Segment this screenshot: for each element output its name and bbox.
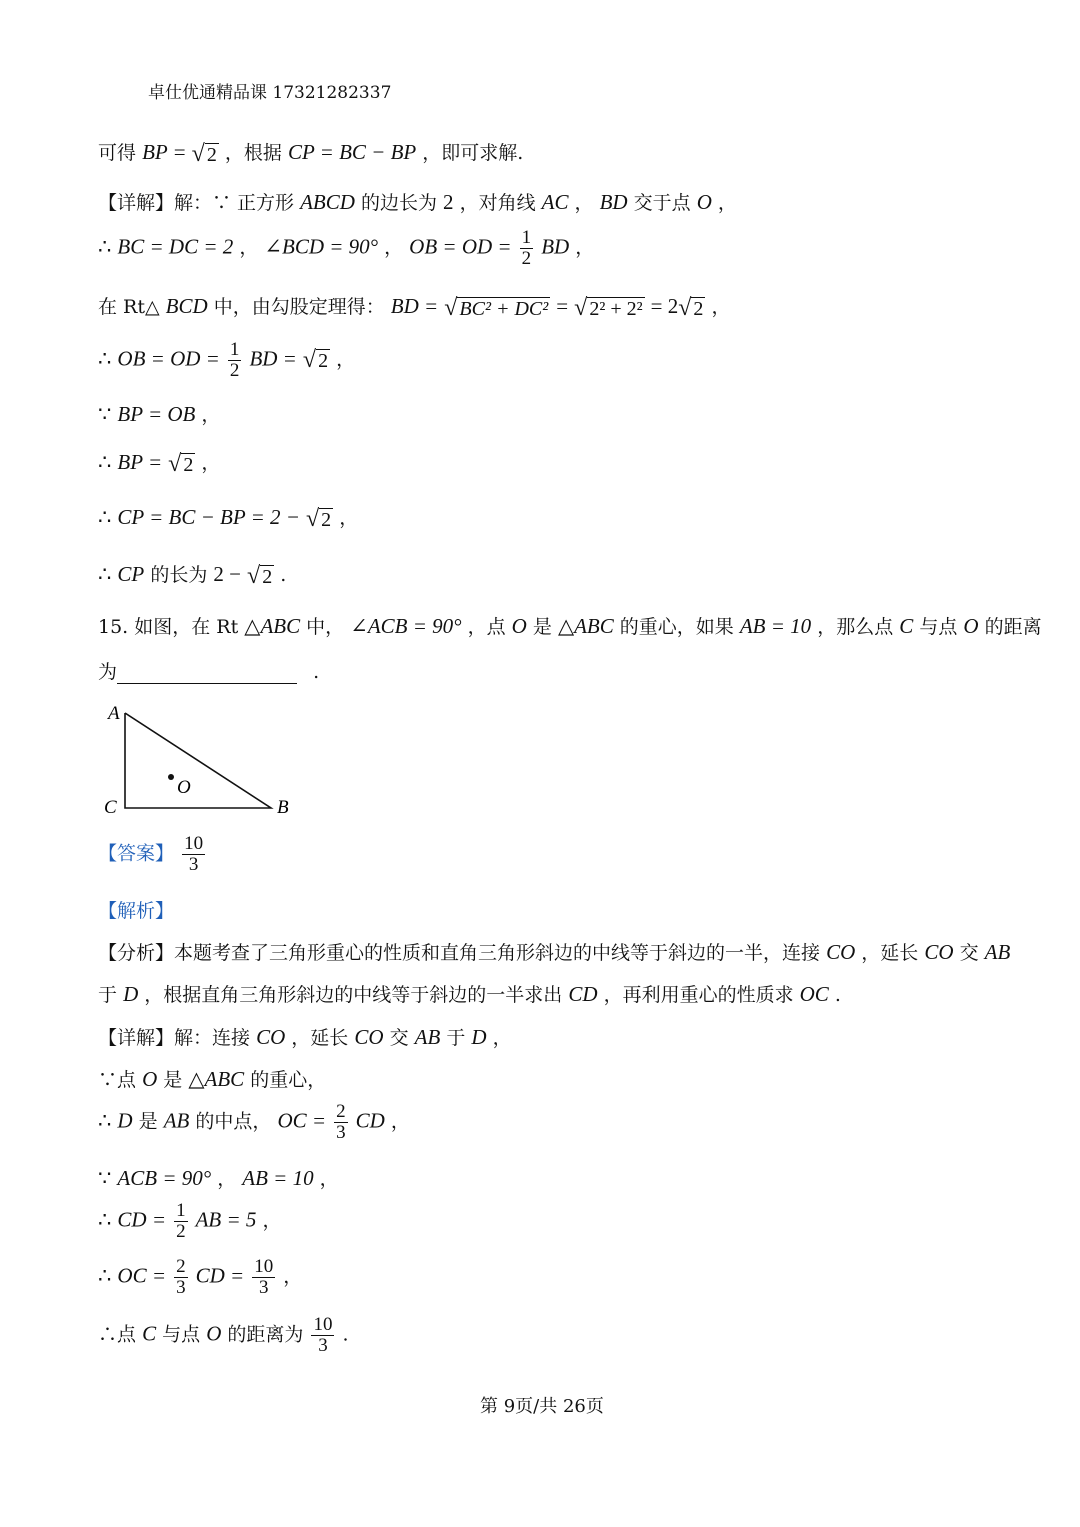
math: O [142, 1067, 158, 1091]
therefore-symbol: ∴ [98, 562, 112, 586]
therefore-symbol: ∴ [98, 1263, 112, 1288]
sqrt: √ 2 [168, 450, 194, 477]
math: CP = BC − BP [287, 140, 417, 164]
math: ACB = 90° [117, 1166, 212, 1190]
math: AB = 10 [739, 614, 812, 638]
math: = [556, 294, 569, 318]
vertex-label-c: C [104, 797, 117, 818]
fraction: $\frac{1}{2}$ [521, 227, 532, 269]
analysis-line-1 [98, 938, 1010, 965]
text: ， [575, 236, 595, 259]
math: BP = [117, 450, 163, 474]
math: CO [256, 1025, 286, 1049]
solution-line-8 [98, 503, 358, 533]
question-15-blank-line [98, 657, 319, 684]
text: . [280, 564, 287, 586]
math: D [471, 1025, 487, 1049]
math: △ABC [557, 614, 614, 638]
detail-line-7 [98, 1315, 349, 1356]
text: ，点 [467, 616, 506, 638]
text: 的中点， [195, 1110, 272, 1133]
analysis-line-2 [98, 980, 841, 1007]
math: AB [163, 1108, 190, 1133]
triangle-figure [98, 695, 308, 825]
math: O [206, 1321, 222, 1346]
text: 与点 [162, 1323, 201, 1346]
text: ， [711, 296, 731, 318]
text: ， [336, 348, 356, 371]
text: ，根据 [224, 142, 282, 164]
text: ，根据直角三角形斜边的中线等于斜边的一半求出 [144, 984, 563, 1006]
math: BD [541, 234, 570, 259]
math: = 2 [650, 294, 679, 318]
math: CD [355, 1108, 385, 1133]
text: ，再利用重心的性质求 [603, 984, 794, 1006]
triangle-abc [125, 713, 271, 808]
math: BCD [165, 294, 208, 318]
math: BD [599, 190, 628, 214]
text: 在 Rt△ [98, 296, 160, 318]
text: 的距离 [984, 616, 1042, 638]
math: AB [984, 940, 1011, 964]
math: AB [414, 1025, 441, 1049]
math: CD = [117, 1207, 167, 1232]
solution-line-4 [98, 292, 730, 322]
math: CD [568, 982, 598, 1006]
text: 于 [98, 984, 118, 1006]
text: ， [201, 404, 221, 426]
text: ， [339, 507, 359, 529]
math: C [142, 1321, 157, 1346]
page-header: 卓仕优通精品课 17321282337 [148, 83, 392, 103]
math: ∠ACB = 90° [350, 614, 462, 638]
math: O [963, 614, 979, 638]
text: ， [319, 1168, 339, 1190]
text: ∴点 [98, 1323, 137, 1346]
text: ， [239, 236, 259, 259]
sqrt: √ BC² + DC² [444, 294, 549, 321]
text: ， [201, 452, 221, 474]
text: 的边长为 [360, 192, 437, 214]
math: = [173, 140, 186, 164]
text: ，延长 [291, 1027, 349, 1049]
detail-line-3 [98, 1102, 410, 1143]
math: CD = [195, 1263, 245, 1288]
solution-line-3 [98, 228, 594, 269]
math: BD = [249, 346, 297, 371]
math: AB = 10 [242, 1166, 314, 1190]
math: D [117, 1108, 133, 1133]
text: ， [283, 1265, 303, 1288]
text: 与点 [919, 616, 958, 638]
point-label-o: O [177, 777, 191, 798]
math: BP = OB [117, 402, 196, 426]
text: 可得 [98, 142, 137, 164]
solution-line-9 [98, 560, 286, 590]
fraction: $\frac{10}{3}$ [313, 1314, 333, 1356]
math: D [123, 982, 139, 1006]
text: . [342, 1323, 349, 1346]
math: CP = BC − BP = 2 − [117, 505, 300, 529]
solution-line-6 [98, 400, 220, 427]
text: ， [574, 192, 594, 214]
text: 中，由勾股定理得： [213, 296, 385, 318]
sqrt: √ 2 [302, 346, 329, 373]
answer-blank [117, 665, 297, 684]
math: OC = [277, 1108, 327, 1133]
text: 【分析】本题考查了三角形重心的性质和直角三角形斜边的中线等于斜边的一半，连接 [98, 942, 821, 964]
text: 交 [959, 942, 979, 964]
math: CP [117, 562, 145, 586]
math: 2 − [213, 562, 241, 586]
text: 交 [389, 1027, 409, 1049]
text: 于 [446, 1027, 466, 1049]
text: . [834, 984, 841, 1006]
text: 【详解】解：∵ 正方形 [98, 192, 295, 214]
solution-line-7 [98, 448, 220, 478]
detail-line-2 [98, 1065, 326, 1092]
question-15 [98, 612, 1042, 639]
text: ， [390, 1110, 410, 1133]
math: AC [541, 190, 569, 214]
fraction: $\frac{1}{2}$ [176, 1200, 186, 1242]
text: ，即可求解. [422, 142, 524, 164]
math: CO [354, 1025, 384, 1049]
therefore-symbol: ∴ [98, 505, 112, 529]
centroid-point-o [168, 774, 174, 780]
text: 【详解】解：连接 [98, 1027, 251, 1049]
therefore-symbol: ∴ [98, 234, 112, 259]
math: OC = [117, 1263, 167, 1288]
sqrt: √ 2 [678, 294, 704, 321]
math: O [511, 614, 527, 638]
text: 是 [138, 1110, 158, 1133]
math: OC [799, 982, 829, 1006]
text: ， [492, 1027, 512, 1049]
answer-tag: 【答案】 [98, 842, 175, 865]
solution-line-1 [98, 138, 523, 168]
math: OB = OD = [117, 346, 220, 371]
because-symbol: ∵ [98, 402, 112, 426]
sqrt: √ 2 [247, 562, 273, 589]
text: ，那么点 [817, 616, 894, 638]
math: 2 [443, 190, 454, 214]
math: O [696, 190, 712, 214]
math: CO [924, 940, 954, 964]
text: 是 [163, 1069, 183, 1091]
text: 的重心，如果 [619, 616, 734, 638]
text: 交于点 [633, 192, 691, 214]
math: C [899, 614, 914, 638]
answer-fraction: $\frac{10}{3}$ [184, 833, 204, 875]
text: 的距离为 [227, 1323, 304, 1346]
detail-line-4 [98, 1164, 339, 1191]
therefore-symbol: ∴ [98, 1108, 112, 1133]
text: ，对角线 [459, 192, 536, 214]
therefore-symbol: ∴ [98, 346, 112, 371]
text: 是 [532, 616, 552, 638]
math: △ABC [244, 614, 301, 638]
analysis-tag: 【解析】 [98, 900, 175, 922]
fraction: $\frac{2}{3}$ [176, 1256, 186, 1298]
text: 为 [98, 661, 118, 683]
text: 的长为 [150, 564, 208, 586]
text: ， [217, 1168, 237, 1190]
fraction: $\frac{1}{2}$ [229, 339, 240, 381]
fraction: $\frac{10}{3}$ [254, 1256, 274, 1298]
sqrt: √ 2² + 2² [574, 294, 643, 321]
sqrt: √ 2 [305, 505, 332, 532]
math: ∠BCD = 90° [264, 234, 379, 259]
detail-line-5 [98, 1201, 282, 1242]
solution-line-5 [98, 340, 355, 381]
math: △ABC [188, 1067, 245, 1091]
therefore-symbol: ∴ [98, 1207, 112, 1232]
vertex-label-b: B [277, 797, 289, 818]
text: ，延长 [861, 942, 919, 964]
math: OB = OD = [409, 234, 512, 259]
detail-line-6 [98, 1257, 302, 1298]
vertex-label-a: A [108, 703, 120, 724]
text: 15. 如图，在 Rt [98, 616, 239, 638]
text: ， [717, 192, 737, 214]
text: 中， [306, 616, 345, 638]
math: BD = [390, 294, 439, 318]
page-footer: 第 9页/共 26页 [480, 1396, 604, 1417]
math: ABCD [300, 190, 355, 214]
math: AB = 5 [195, 1207, 257, 1232]
text: ∵点 [98, 1069, 137, 1091]
text: ， [384, 236, 404, 259]
text: . [313, 661, 320, 683]
therefore-symbol: ∴ [98, 450, 112, 474]
math: BP [142, 140, 168, 164]
because-symbol: ∵ [98, 1166, 112, 1190]
answer-line [98, 834, 207, 875]
math: BC = DC = 2 [117, 234, 234, 259]
math: CO [826, 940, 856, 964]
text: 的重心， [250, 1069, 327, 1091]
fraction: $\frac{2}{3}$ [336, 1101, 346, 1143]
detail-line-1 [98, 1023, 512, 1050]
solution-line-2 [98, 188, 737, 215]
text: ， [262, 1209, 282, 1232]
sqrt: √ 2 [191, 140, 217, 167]
